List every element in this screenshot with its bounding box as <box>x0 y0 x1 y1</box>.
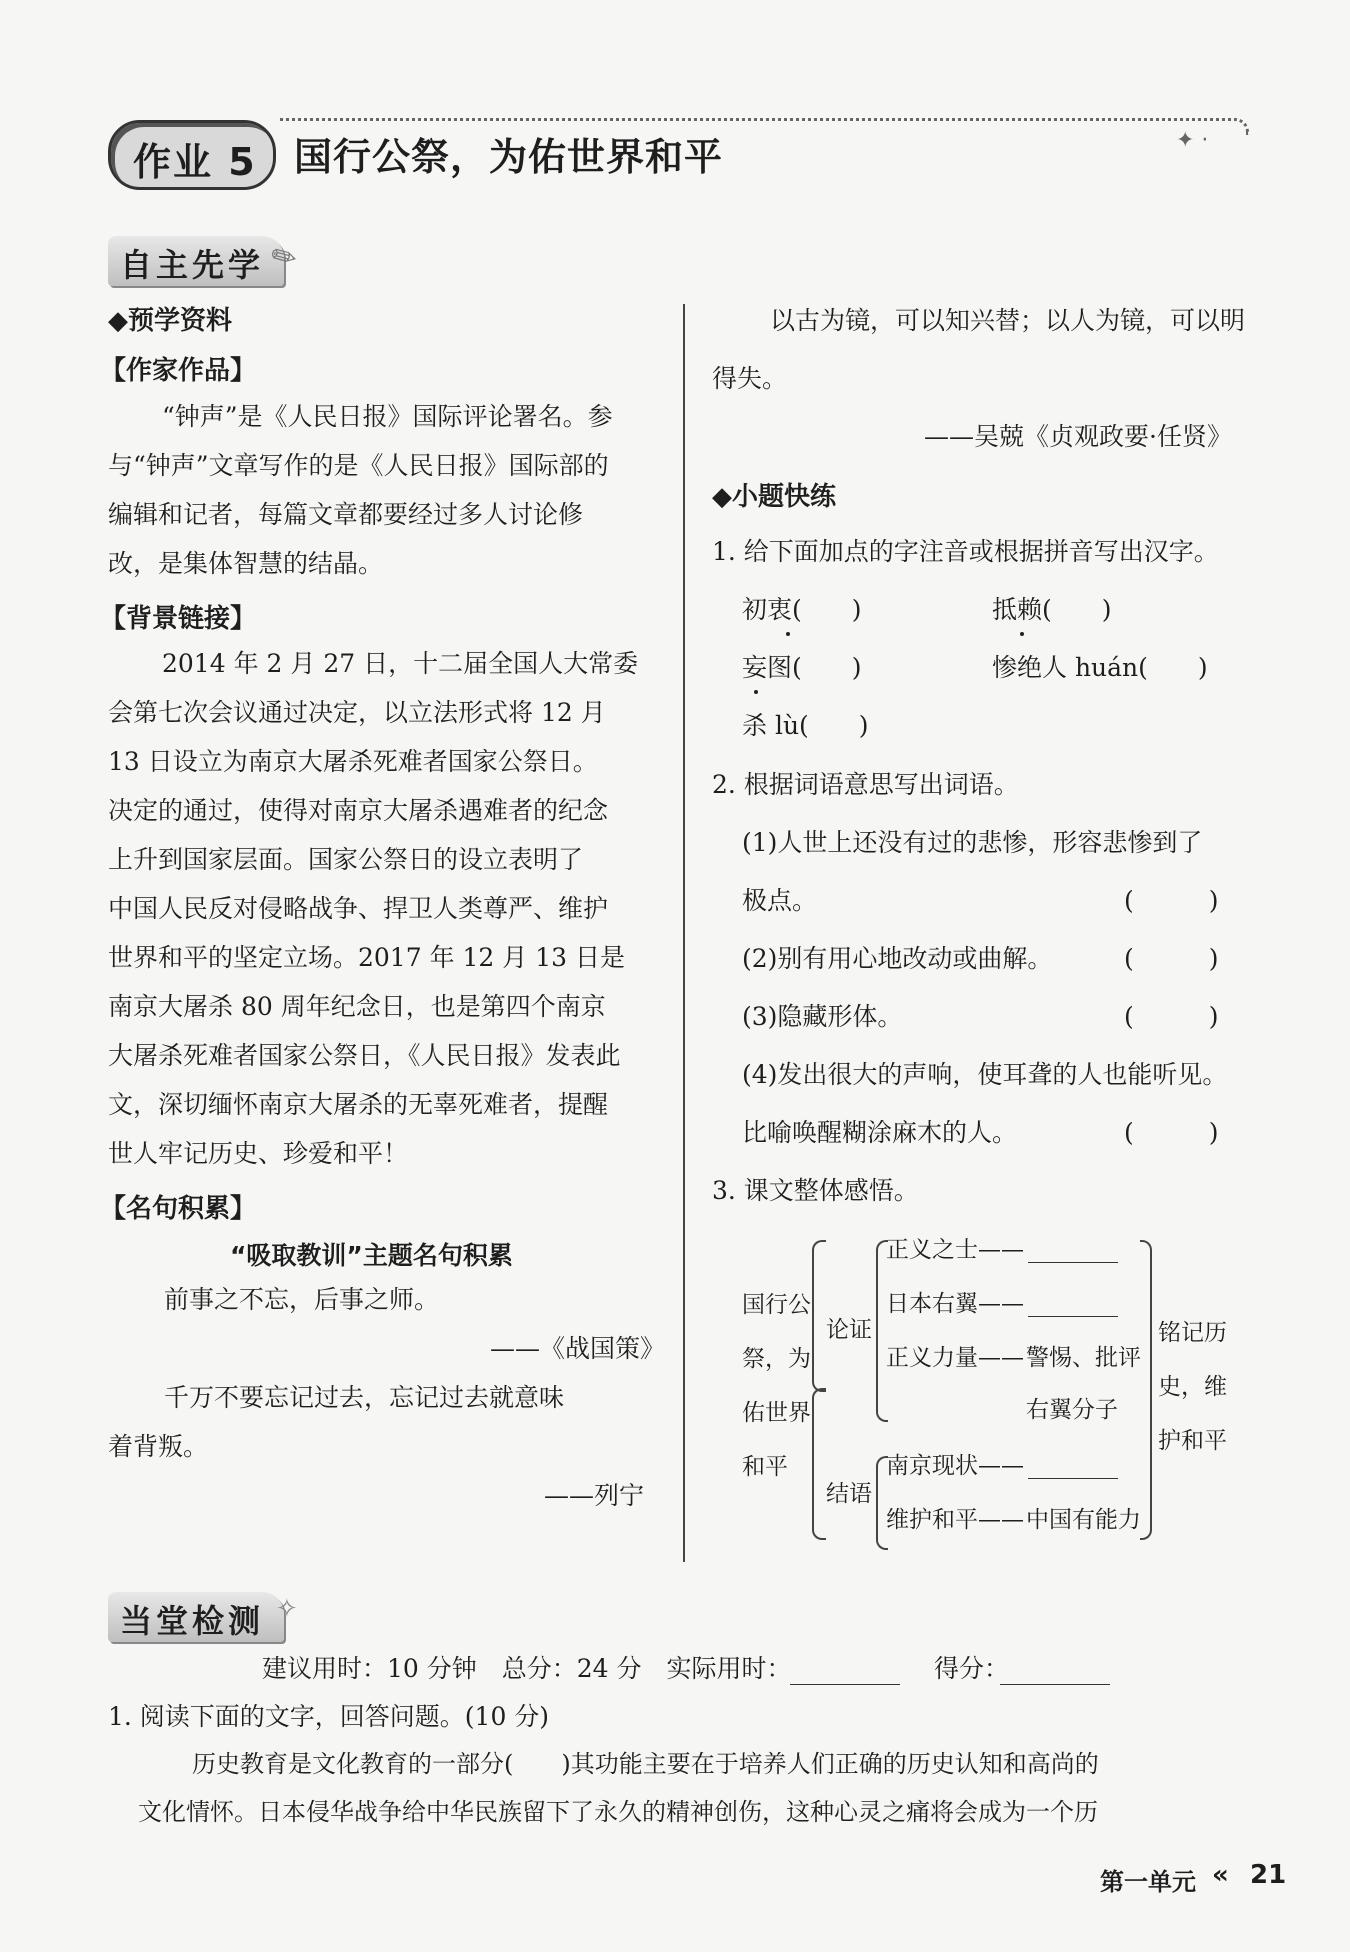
diagram-conclusion: 结语 <box>826 1481 872 1507</box>
score-label: 得分： <box>934 1654 1010 1683</box>
section-tab-self-study <box>108 236 284 286</box>
page-number: 21 <box>1250 1860 1287 1890</box>
quote-text: 千万不要忘记过去，忘记过去就意味 <box>164 1383 565 1412</box>
pencil-icon: ✎ <box>264 236 305 279</box>
homework-number: 作业 5 <box>133 140 257 184</box>
answer-paren[interactable]: ( ) <box>1124 1002 1219 1031</box>
question-3: 3. 课文整体感悟。 <box>712 1176 919 1205</box>
background-line: 13 日设立为南京大屠杀死难者国家公祭日。 <box>108 747 598 776</box>
definition-item: 极点。 <box>742 886 818 915</box>
diagram-right: 铭记历 <box>1158 1320 1227 1346</box>
section-tab-class-check <box>108 1592 284 1642</box>
score-blank[interactable] <box>1000 1684 1110 1685</box>
author-label: 【作家作品】 <box>100 356 257 386</box>
diagram-row: 南京现状—— <box>886 1453 1024 1479</box>
background-line: 世界和平的坚定立场。2017 年 12 月 13 日是 <box>108 943 625 972</box>
brace-right <box>1140 1240 1152 1540</box>
diagram-argument: 论证 <box>826 1317 872 1343</box>
section-title: 当堂检测 <box>120 1602 265 1640</box>
definition-item: (4)发出很大的声响，使耳聋的人也能听见。 <box>742 1060 1228 1089</box>
diagram-r5: 中国有能力 <box>1026 1507 1141 1533</box>
quote-text: 前事之不忘，后事之师。 <box>164 1285 440 1314</box>
pinyin-item: 妄图( ) <box>742 653 862 682</box>
background-line: 会第七次会议通过决定，以立法形式将 12 月 <box>108 698 606 727</box>
brace-main-lower <box>812 1388 826 1540</box>
diagram-r3a: 警惕、批评 <box>1026 1345 1141 1371</box>
diagram-left: 和平 <box>742 1454 788 1480</box>
diagram-right: 史，维 <box>1158 1374 1227 1400</box>
emphasis-dot <box>786 632 790 636</box>
definition-item: 比喻唤醒糊涂麻木的人。 <box>742 1118 1018 1147</box>
definition-item: (1)人世上还没有过的悲惨，形容悲惨到了 <box>742 828 1203 857</box>
background-line: 大屠杀死难者国家公祭日，《人民日报》发表此 <box>108 1041 621 1070</box>
quote-text: 得失。 <box>712 364 788 393</box>
check-meta: 建议用时：10 分钟 总分：24 分 实际用时： <box>262 1654 792 1683</box>
background-line: 上升到国家层面。国家公祭日的设立表明了 <box>108 845 584 874</box>
page-title: 国行公祭，为佑世界和平 <box>294 135 724 179</box>
pinyin-item: 杀 lù( ) <box>742 711 869 740</box>
background-line: 中国人民反对侵略战争、捍卫人类尊严、维护 <box>108 894 609 923</box>
background-line: 世人牢记历史、珍爱和平！ <box>108 1139 409 1168</box>
pinyin-item: 惨绝人 huán( ) <box>992 653 1208 682</box>
reading-line: 文化情怀。日本侵华战争给中华民族留下了永久的精神创伤，这种心灵之痛将会成为一个历 <box>138 1798 1098 1826</box>
definition-item: (3)隐藏形体。 <box>742 1002 903 1031</box>
diagram-blank[interactable] <box>1028 1262 1118 1263</box>
author-line: 与“钟声”文章写作的是《人民日报》国际部的 <box>108 451 609 480</box>
practice-heading: ◆小题快练 <box>712 482 836 512</box>
diagram-left: 祭，为 <box>742 1346 811 1372</box>
diagram-blank[interactable] <box>1028 1316 1118 1317</box>
time-blank[interactable] <box>790 1684 900 1685</box>
background-line: 决定的通过，使得对南京大屠杀遇难者的纪念 <box>108 796 609 825</box>
diagram-blank[interactable] <box>1028 1478 1118 1479</box>
question-2: 2. 根据词语意思写出词语。 <box>712 770 1019 799</box>
diagram-row: 正义之士—— <box>886 1237 1024 1263</box>
quote-source: ——吴兢《贞观政要·任贤》 <box>924 422 1232 451</box>
diagram-left: 国行公 <box>742 1292 811 1318</box>
background-line: 2014 年 2 月 27 日，十二届全国人大常委 <box>162 649 639 678</box>
diagram-right: 护和平 <box>1158 1428 1227 1454</box>
footer-unit: 第一单元 <box>1100 1868 1196 1896</box>
author-line: 改，是集体智慧的结晶。 <box>108 549 384 578</box>
diagram-left: 佑世界 <box>742 1400 811 1426</box>
author-line: 编辑和记者，每篇文章都要经过多人讨论修 <box>108 500 584 529</box>
reading-line: 历史教育是文化教育的一部分( )其功能主要在于培养人们正确的历史认知和高尚的 <box>192 1750 1099 1778</box>
quotes-title: “吸取教训”主题名句积累 <box>230 1241 513 1270</box>
preview-heading: ◆预学资料 <box>108 306 232 336</box>
emphasis-dot <box>1020 632 1024 636</box>
section-title: 自主先学 <box>120 246 265 284</box>
diagram-r3b: 右翼分子 <box>1026 1397 1118 1423</box>
sparkle-icon: ✦ · <box>1176 128 1209 153</box>
diagram-row: 维护和平—— <box>886 1507 1024 1533</box>
answer-paren[interactable]: ( ) <box>1124 944 1219 973</box>
column-divider <box>683 304 685 1562</box>
quote-source: ——《战国策》 <box>490 1334 666 1363</box>
quotes-label: 【名句积累】 <box>100 1194 257 1224</box>
author-line: “钟声”是《人民日报》国际评论署名。参 <box>162 402 613 431</box>
background-line: 南京大屠杀 80 周年纪念日，也是第四个南京 <box>108 992 606 1021</box>
quote-source: ——列宁 <box>544 1481 645 1510</box>
brace-main-upper <box>812 1240 826 1392</box>
diagram-row: 正义力量—— <box>886 1345 1024 1371</box>
double-chevron-icon: « <box>1212 1860 1229 1890</box>
background-label: 【背景链接】 <box>100 604 257 634</box>
pinyin-item: 抵赖( ) <box>992 595 1112 624</box>
homework-tag <box>108 120 276 190</box>
answer-paren[interactable]: ( ) <box>1124 886 1219 915</box>
background-line: 文，深切缅怀南京大屠杀的无辜死难者，提醒 <box>108 1090 609 1119</box>
emphasis-dot <box>754 690 758 694</box>
diagram-row: 日本右翼—— <box>886 1291 1024 1317</box>
check-question-1: 1. 阅读下面的文字，回答问题。(10 分) <box>108 1702 550 1731</box>
answer-paren[interactable]: ( ) <box>1124 1118 1219 1147</box>
question-1: 1. 给下面加点的字注音或根据拼音写出汉字。 <box>712 537 1219 566</box>
pinyin-item: 初衷( ) <box>742 595 862 624</box>
definition-item: (2)别有用心地改动或曲解。 <box>742 944 1053 973</box>
quote-text: 着背叛。 <box>108 1432 209 1461</box>
quote-text: 以古为镜，可以知兴替；以人为镜，可以明 <box>770 306 1246 335</box>
sparkle-icon: ✧ <box>276 1594 298 1624</box>
